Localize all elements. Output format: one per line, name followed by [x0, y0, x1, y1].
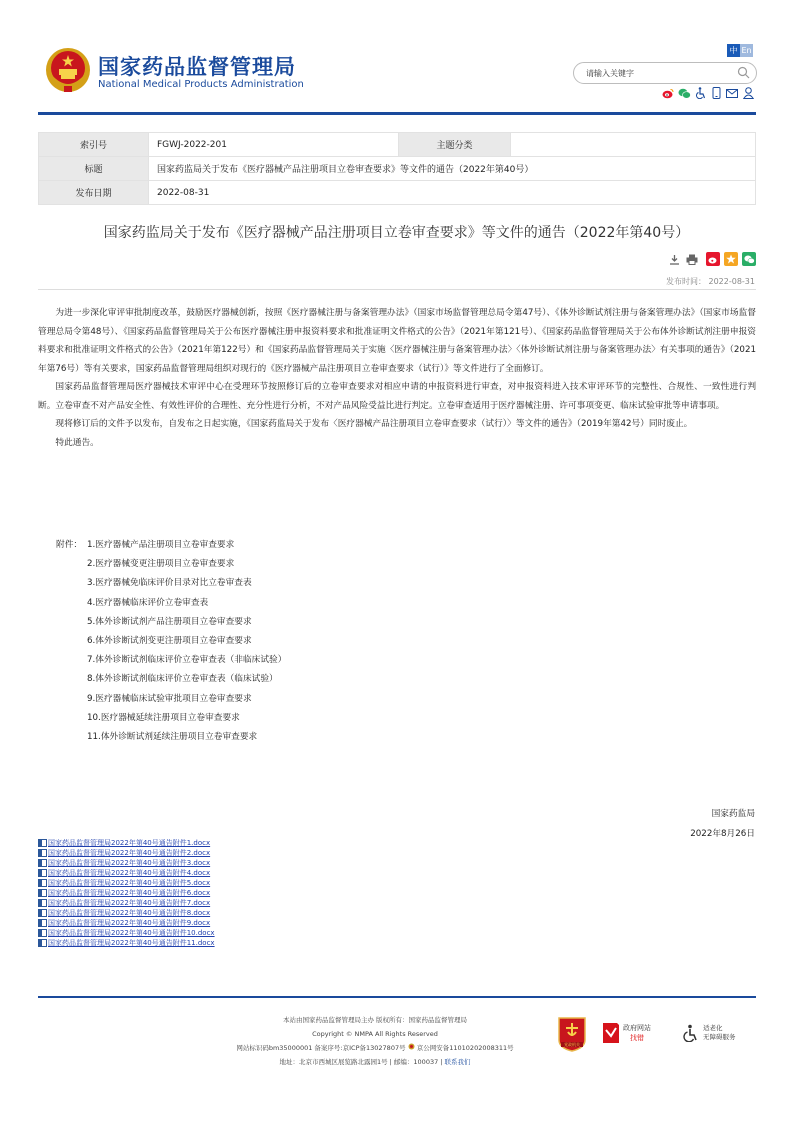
table-row [39, 181, 756, 205]
share-wechat-icon[interactable] [742, 252, 756, 266]
meta-index-label: 索引号 [39, 133, 149, 157]
elderly-friendly-label: 适老化 [703, 1024, 723, 1032]
party-government-badge-icon[interactable] [557, 1016, 587, 1052]
contact-us-link[interactable]: 联系我们 [444, 1058, 471, 1066]
site-name-cn[interactable]: 国家药品监督管理局 [98, 55, 296, 79]
elderly-accessibility-service[interactable] [682, 1024, 736, 1042]
site-header [0, 0, 793, 118]
download-icon[interactable] [667, 252, 681, 266]
word-file-icon [38, 919, 47, 927]
attachment-download-link[interactable]: 国家药品监督管理局2022年第40号通告附件5.docx [38, 878, 215, 888]
attachment-item: 10.医疗器械延续注册项目立卷审查要求 [87, 712, 240, 723]
search-input[interactable] [586, 66, 736, 80]
word-file-icon [38, 909, 47, 917]
share-weibo-icon[interactable] [706, 252, 720, 266]
attachment-item: 11.体外诊断试剂延续注册项目立卷审查要求 [87, 732, 258, 743]
paragraph: 国家药品监督管理局医疗器械技术审评中心在受理环节按照修订后的立卷审查要求对相应申请的申报资料进行审查，对申报资料进入技术审评环节的完整性、合规性、一致性进行判断。立卷审查不对产品安全性、有效性评价的合理性、充分性进行分析，不对产品风险受益比进行判定。立卷审查适用于医疗器械注册、许可事项变更、临床试验审批等申请事项。 [38, 382, 756, 411]
social-links [661, 87, 755, 99]
find-error-label: 找错 [630, 1034, 644, 1042]
icp-record-link[interactable]: 网站标识码bm35000001 备案序号:京ICP备13027807号 [236, 1044, 406, 1052]
lang-en-button[interactable]: En [741, 46, 752, 55]
attachment-download-link[interactable]: 国家药品监督管理局2022年第40号通告附件3.docx [38, 858, 215, 868]
article-meta-table [38, 132, 756, 205]
publish-time: 发布时间： 2022-08-31 [665, 277, 755, 286]
attachment-download-link[interactable]: 国家药品监督管理局2022年第40号通告附件6.docx [38, 888, 215, 898]
lang-cn-button[interactable]: 中 [727, 44, 740, 57]
article-title: 国家药监局关于发布《医疗器械产品注册项目立卷审查要求》等文件的通告（2022年第40号） [103, 225, 690, 241]
attachment-item: 5.体外诊断试剂产品注册项目立卷审查要求 [87, 616, 252, 627]
attachments-head: 附件： [56, 540, 83, 550]
paragraph: 为进一步深化审评审批制度改革，鼓励医疗器械创新，按照《医疗器械注册与备案管理办法》（国家市场监督管理总局令第47号）、《体外诊断试剂注册与备案管理办法》（国家市场监督管理总局令第48号）、《国家药品监督管理局关于公布医疗器械注册申报资料要求和批准证明文件格式的公告》（2021年第121号）、《国家药品监督管理局关于公布体外诊断试剂注册申报资料要求和批准证明文件格式的公告》（2021年第122号）和《国家药品监督管理局关于实施〈医疗器械注册与备案管理办法〉〈体外诊断试剂注册与备案管理办法〉有关事项的通告》（2021年第76号）等有关要求，国家药品监督管理局组织对现行的《医疗器械产品注册项目立卷审查要求（试行）》等文件进行了全面修订。 [38, 308, 756, 374]
attachment-download-link[interactable]: 国家药品监督管理局2022年第40号通告附件9.docx [38, 918, 215, 928]
header-divider [38, 112, 756, 115]
sign-date: 2022年8月26日 [690, 829, 755, 839]
attachment-download-link[interactable]: 国家药品监督管理局2022年第40号通告附件10.docx [38, 928, 215, 938]
footer-info [210, 1013, 540, 1069]
title-divider [38, 289, 756, 290]
attachment-item: 1.医疗器械产品注册项目立卷审查要求 [87, 540, 235, 550]
footer-copyright: Copyright © NMPA All Rights Reserved [312, 1030, 438, 1038]
share-qzone-icon[interactable] [724, 252, 738, 266]
signer-name: 国家药监局 [711, 809, 755, 819]
accessibility-label: 无障碍服务 [703, 1033, 736, 1041]
attachment-item: 9.医疗器械临床试验审批项目立卷审查要求 [87, 693, 252, 704]
attachment-download-link[interactable]: 国家药品监督管理局2022年第40号通告附件7.docx [38, 898, 215, 908]
footer-registration [210, 1041, 540, 1055]
share-tools [706, 252, 756, 266]
article-body [38, 304, 756, 452]
search-icon[interactable] [737, 66, 750, 79]
download-links [38, 838, 215, 948]
search-box [573, 62, 757, 84]
attachments-list [56, 536, 286, 747]
word-file-icon [38, 879, 47, 887]
gov-site-error-report[interactable] [601, 1022, 651, 1044]
national-emblem-icon[interactable] [44, 46, 92, 94]
user-icon[interactable] [741, 87, 755, 99]
attachment-download-link[interactable]: 国家药品监督管理局2022年第40号通告附件1.docx [38, 838, 215, 848]
attachment-item: 2.医疗器械变更注册项目立卷审查要求 [87, 559, 235, 570]
attachment-item: 4.医疗器械临床评价立卷审查表 [87, 597, 209, 608]
meta-date-label: 发布日期 [39, 181, 149, 205]
footer-sponsor: 本站由国家药品监督管理局主办 版权所有：国家药品监督管理局 [282, 1016, 468, 1024]
paragraph: 特此通告。 [55, 437, 99, 448]
gov-site-label: 政府网站 [623, 1024, 651, 1032]
attachment-download-link[interactable]: 国家药品监督管理局2022年第40号通告附件11.docx [38, 938, 215, 948]
word-file-icon [38, 849, 47, 857]
meta-title-value: 国家药监局关于发布《医疗器械产品注册项目立卷审查要求》等文件的通告（2022年第40号） [149, 157, 756, 181]
meta-category-value [511, 133, 756, 157]
attachment-item: 8.体外诊断试剂临床评价立卷审查表（临床试验） [87, 674, 278, 685]
weibo-icon[interactable] [661, 87, 675, 99]
wechat-icon[interactable] [677, 87, 691, 99]
word-file-icon [38, 839, 47, 847]
word-file-icon [38, 859, 47, 867]
table-row [39, 133, 756, 157]
signature-block [690, 804, 755, 844]
print-icon[interactable] [685, 252, 699, 266]
address-text: 地址：北京市西城区展览路北露园1号 | 邮编：100037 | [279, 1058, 445, 1066]
attachment-item: 6.体外诊断试剂变更注册项目立卷审查要求 [87, 636, 252, 647]
meta-index-value: FGWJ-2022-201 [149, 133, 399, 157]
attachment-item: 3.医疗器械免临床评价目录对比立卷审查表 [87, 578, 252, 589]
meta-title-label: 标题 [39, 157, 149, 181]
attachment-download-link[interactable]: 国家药品监督管理局2022年第40号通告附件4.docx [38, 868, 215, 878]
gov-site-icon [601, 1022, 621, 1044]
meta-date-value: 2022-08-31 [149, 181, 756, 205]
site-name-en[interactable]: National Medical Products Administration [98, 79, 304, 90]
attachment-item: 7.体外诊断试剂临床评价立卷审查表（非临床试验） [87, 655, 287, 666]
word-file-icon [38, 889, 47, 897]
party-badge-text: 党政机关 [564, 1042, 580, 1048]
paragraph: 现将修订后的文件予以发布，自发布之日起实施，《国家药监局关于发布〈医疗器械产品注册项目立卷审查要求（试行）〉等文件的通告》（2019年第42号）同时废止。 [55, 419, 693, 429]
meta-category-label: 主题分类 [399, 133, 511, 157]
footer-divider [38, 996, 756, 998]
word-file-icon [38, 899, 47, 907]
phone-icon[interactable] [709, 87, 723, 99]
article-tools [667, 252, 699, 266]
mail-icon[interactable] [725, 87, 739, 99]
word-file-icon [38, 869, 47, 877]
footer-address [210, 1055, 540, 1069]
accessibility-icon[interactable] [693, 87, 707, 99]
language-switch [727, 44, 753, 57]
police-badge-icon [408, 1043, 415, 1050]
word-file-icon [38, 939, 47, 947]
attachment-download-link[interactable]: 国家药品监督管理局2022年第40号通告附件8.docx [38, 908, 215, 918]
public-security-record-link[interactable]: 京公网安备11010202008311号 [416, 1044, 514, 1052]
word-file-icon [38, 929, 47, 937]
wheelchair-icon [682, 1024, 700, 1042]
table-row [39, 157, 756, 181]
attachment-download-link[interactable]: 国家药品监督管理局2022年第40号通告附件2.docx [38, 848, 215, 858]
